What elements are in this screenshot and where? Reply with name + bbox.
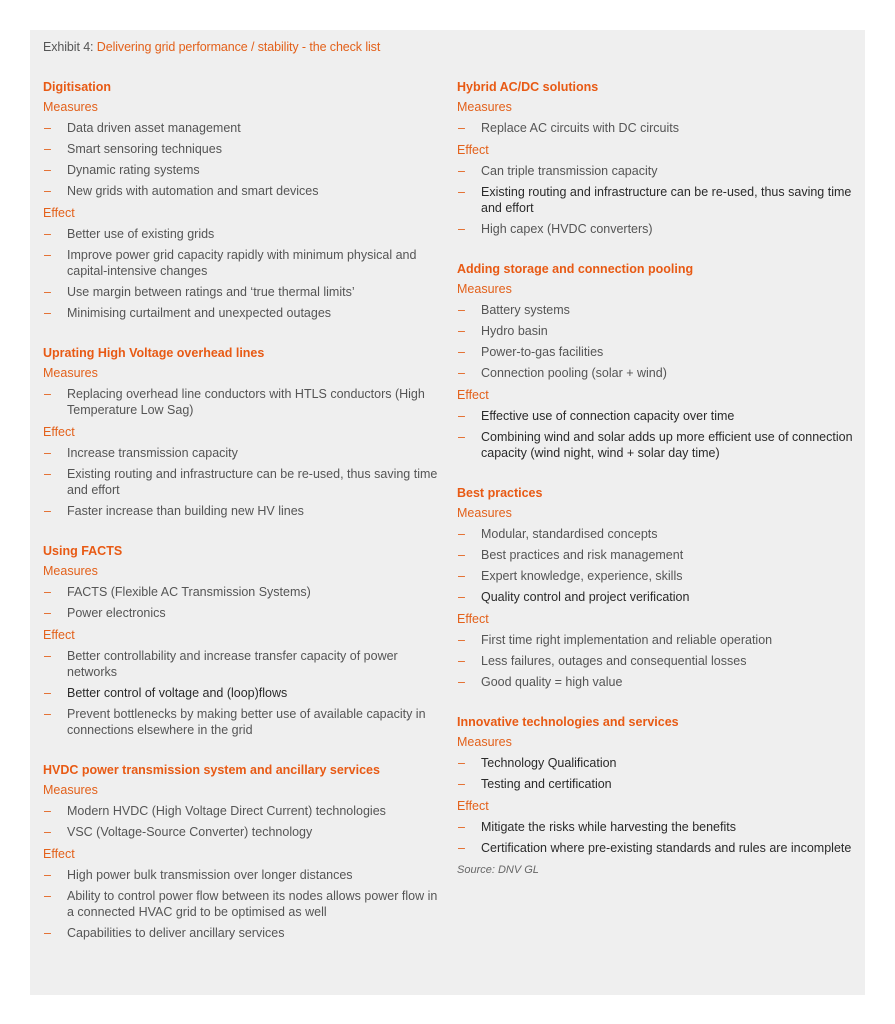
- list-item: [457, 221, 857, 237]
- list-item-text: Battery systems: [481, 303, 570, 317]
- list-item-text: Certification where pre-existing standards and rules are incomplete: [481, 841, 852, 855]
- list-item-text: New grids with automation and smart devices: [67, 184, 319, 198]
- dash-bullet-icon: –: [44, 606, 51, 620]
- dash-bullet-icon: –: [44, 387, 51, 401]
- list-item: [457, 365, 857, 381]
- dash-bullet-icon: –: [458, 366, 465, 380]
- list-item-text: Connection pooling (solar + wind): [481, 366, 667, 380]
- list-item: [457, 819, 857, 835]
- list-item: [457, 547, 857, 563]
- measures-list: [457, 302, 857, 381]
- list-item: [457, 776, 857, 792]
- measures-list: [457, 755, 857, 792]
- exhibit-prefix: Exhibit 4:: [43, 40, 97, 54]
- list-item-text: Dynamic rating systems: [67, 163, 200, 177]
- list-item: [457, 589, 857, 605]
- list-item-text: FACTS (Flexible AC Transmission Systems): [67, 585, 311, 599]
- list-item-text: Ability to control power flow between its nodes allows power flow in a connected HVAC grid to be optimised as well: [67, 889, 438, 919]
- dash-bullet-icon: –: [44, 649, 51, 663]
- list-item-text: Modular, standardised concepts: [481, 527, 658, 541]
- list-item: [43, 386, 438, 418]
- list-item-text: Existing routing and infrastructure can be re-used, thus saving time and effort: [481, 185, 852, 215]
- effect-list: [457, 163, 857, 237]
- effect-label: Effect: [43, 847, 75, 861]
- effect-label: Effect: [457, 143, 489, 157]
- dash-bullet-icon: –: [458, 324, 465, 338]
- list-item-text: Best practices and risk management: [481, 548, 684, 562]
- dash-bullet-icon: –: [458, 409, 465, 423]
- measures-list: [43, 386, 438, 418]
- dash-bullet-icon: –: [44, 142, 51, 156]
- dash-bullet-icon: –: [458, 777, 465, 791]
- list-item: [457, 302, 857, 318]
- dash-bullet-icon: –: [44, 504, 51, 518]
- list-item: [43, 183, 438, 199]
- list-item-text: Mitigate the risks while harvesting the benefits: [481, 820, 736, 834]
- dash-bullet-icon: –: [44, 446, 51, 460]
- checklist-section: [43, 79, 438, 321]
- list-item: [43, 584, 438, 600]
- list-item: [43, 503, 438, 519]
- list-item-text: Modern HVDC (High Voltage Direct Current) technologies: [67, 804, 386, 818]
- list-item: [43, 706, 438, 738]
- list-item-text: Less failures, outages and consequential losses: [481, 654, 747, 668]
- section-title: Adding storage and connection pooling: [457, 262, 694, 276]
- dash-bullet-icon: –: [44, 227, 51, 241]
- checklist-section: [457, 485, 857, 690]
- list-item-text: Power-to-gas facilities: [481, 345, 604, 359]
- dash-bullet-icon: –: [44, 467, 51, 481]
- measures-list: [43, 120, 438, 199]
- dash-bullet-icon: –: [44, 804, 51, 818]
- list-item-text: Quality control and project verification: [481, 590, 690, 604]
- dash-bullet-icon: –: [458, 756, 465, 770]
- list-item: [43, 685, 438, 701]
- list-item-text: Replace AC circuits with DC circuits: [481, 121, 679, 135]
- measures-list: [457, 526, 857, 605]
- section-title: Hybrid AC/DC solutions: [457, 80, 599, 94]
- dash-bullet-icon: –: [458, 654, 465, 668]
- checklist-panel: [30, 30, 865, 995]
- effect-label: Effect: [457, 799, 489, 813]
- list-item: [43, 247, 438, 279]
- effect-list: [43, 648, 438, 738]
- list-item: [457, 568, 857, 584]
- list-item-text: Power electronics: [67, 606, 166, 620]
- dash-bullet-icon: –: [44, 825, 51, 839]
- effect-label: Effect: [43, 206, 75, 220]
- effect-list: [43, 226, 438, 321]
- dash-bullet-icon: –: [458, 303, 465, 317]
- section-title: HVDC power transmission system and ancillary services: [43, 763, 380, 777]
- list-item-text: Capabilities to deliver ancillary services: [67, 926, 285, 940]
- list-item-text: Better controllability and increase transfer capacity of power networks: [67, 649, 398, 679]
- effect-list: [43, 445, 438, 519]
- dash-bullet-icon: –: [44, 163, 51, 177]
- effect-label: Effect: [457, 388, 489, 402]
- dash-bullet-icon: –: [458, 548, 465, 562]
- dash-bullet-icon: –: [458, 841, 465, 855]
- list-item: [43, 867, 438, 883]
- section-title: Uprating High Voltage overhead lines: [43, 346, 265, 360]
- list-item: [43, 925, 438, 941]
- measures-label: Measures: [457, 506, 512, 520]
- dash-bullet-icon: –: [458, 675, 465, 689]
- list-item-text: Minimising curtailment and unexpected outages: [67, 306, 332, 320]
- checklist-section: [43, 762, 438, 941]
- left-column: [43, 79, 438, 965]
- dash-bullet-icon: –: [458, 590, 465, 604]
- dash-bullet-icon: –: [44, 686, 51, 700]
- dash-bullet-icon: –: [458, 185, 465, 199]
- dash-bullet-icon: –: [458, 222, 465, 236]
- list-item: [457, 674, 857, 690]
- dash-bullet-icon: –: [458, 121, 465, 135]
- list-item-text: Increase transmission capacity: [67, 446, 238, 460]
- checklist-section: [457, 714, 857, 856]
- list-item-text: Good quality = high value: [481, 675, 623, 689]
- dash-bullet-icon: –: [458, 820, 465, 834]
- list-item-text: Combining wind and solar adds up more efficient use of connection capacity (wind night, wind + solar day time): [481, 430, 853, 460]
- section-title: Innovative technologies and services: [457, 715, 679, 729]
- dash-bullet-icon: –: [44, 585, 51, 599]
- list-item: [43, 466, 438, 498]
- effect-label: Effect: [43, 628, 75, 642]
- measures-list: [43, 803, 438, 840]
- effect-list: [43, 867, 438, 941]
- measures-list: [457, 120, 857, 136]
- list-item-text: High capex (HVDC converters): [481, 222, 653, 236]
- list-item-text: Faster increase than building new HV lines: [67, 504, 304, 518]
- section-title: Using FACTS: [43, 544, 123, 558]
- section-title: Best practices: [457, 486, 543, 500]
- list-item: [43, 162, 438, 178]
- list-item: [457, 429, 857, 461]
- dash-bullet-icon: –: [44, 926, 51, 940]
- list-item-text: Replacing overhead line conductors with HTLS conductors (High Temperature Low Sag): [67, 387, 425, 417]
- measures-label: Measures: [457, 735, 512, 749]
- dash-bullet-icon: –: [458, 569, 465, 583]
- list-item-text: Improve power grid capacity rapidly with minimum physical and capital-intensive changes: [67, 248, 417, 278]
- list-item: [457, 840, 857, 856]
- measures-label: Measures: [457, 100, 512, 114]
- list-item: [43, 445, 438, 461]
- list-item: [43, 141, 438, 157]
- dash-bullet-icon: –: [458, 430, 465, 444]
- dash-bullet-icon: –: [44, 184, 51, 198]
- list-item-text: Testing and certification: [481, 777, 612, 791]
- measures-label: Measures: [457, 282, 512, 296]
- list-item-text: Better use of existing grids: [67, 227, 215, 241]
- list-item-text: Expert knowledge, experience, skills: [481, 569, 683, 583]
- list-item: [43, 226, 438, 242]
- list-item-text: High power bulk transmission over longer distances: [67, 868, 353, 882]
- list-item: [457, 526, 857, 542]
- dash-bullet-icon: –: [44, 707, 51, 721]
- effect-list: [457, 408, 857, 461]
- list-item-text: Technology Qualification: [481, 756, 617, 770]
- right-column: [457, 79, 857, 876]
- effect-label: Effect: [457, 612, 489, 626]
- checklist-section: [43, 345, 438, 519]
- list-item: [43, 605, 438, 621]
- list-item: [43, 305, 438, 321]
- list-item: [457, 408, 857, 424]
- list-item-text: Prevent bottlenecks by making better use of available capacity in connections elsewhere in the grid: [67, 707, 426, 737]
- measures-list: [43, 584, 438, 621]
- dash-bullet-icon: –: [44, 889, 51, 903]
- list-item-text: Effective use of connection capacity over time: [481, 409, 735, 423]
- list-item: [457, 755, 857, 771]
- list-item-text: Existing routing and infrastructure can be re-used, thus saving time and effort: [67, 467, 438, 497]
- list-item: [457, 120, 857, 136]
- list-item: [43, 803, 438, 819]
- exhibit-title: Delivering grid performance / stability - the check list: [96, 40, 381, 54]
- list-item-text: Data driven asset management: [67, 121, 241, 135]
- dash-bullet-icon: –: [458, 527, 465, 541]
- checklist-section: [457, 261, 857, 461]
- dash-bullet-icon: –: [458, 345, 465, 359]
- exhibit-heading: [43, 40, 380, 54]
- dash-bullet-icon: –: [44, 248, 51, 262]
- list-item: [43, 888, 438, 920]
- checklist-section: [457, 79, 857, 237]
- list-item: [457, 184, 857, 216]
- list-item: [457, 344, 857, 360]
- measures-label: Measures: [43, 366, 98, 380]
- dash-bullet-icon: –: [44, 306, 51, 320]
- list-item-text: Can triple transmission capacity: [481, 164, 658, 178]
- section-title: Digitisation: [43, 80, 112, 94]
- list-item-text: First time right implementation and reliable operation: [481, 633, 773, 647]
- effect-label: Effect: [43, 425, 75, 439]
- dash-bullet-icon: –: [458, 164, 465, 178]
- dash-bullet-icon: –: [458, 633, 465, 647]
- effect-list: [457, 632, 857, 690]
- list-item: [43, 824, 438, 840]
- list-item: [43, 284, 438, 300]
- list-item: [457, 323, 857, 339]
- source-note: Source: DNV GL: [457, 864, 539, 876]
- list-item-text: Use margin between ratings and ‘true thermal limits’: [67, 285, 355, 299]
- effect-list: [457, 819, 857, 856]
- list-item: [457, 632, 857, 648]
- checklist-section: [43, 543, 438, 738]
- list-item: [43, 648, 438, 680]
- measures-label: Measures: [43, 100, 98, 114]
- list-item: [457, 163, 857, 179]
- dash-bullet-icon: –: [44, 121, 51, 135]
- list-item-text: Smart sensoring techniques: [67, 142, 222, 156]
- measures-label: Measures: [43, 783, 98, 797]
- measures-label: Measures: [43, 564, 98, 578]
- dash-bullet-icon: –: [44, 868, 51, 882]
- list-item-text: Hydro basin: [481, 324, 548, 338]
- list-item: [457, 653, 857, 669]
- list-item-text: VSC (Voltage-Source Converter) technology: [67, 825, 313, 839]
- dash-bullet-icon: –: [44, 285, 51, 299]
- list-item-text: Better control of voltage and (loop)flows: [67, 686, 288, 700]
- list-item: [43, 120, 438, 136]
